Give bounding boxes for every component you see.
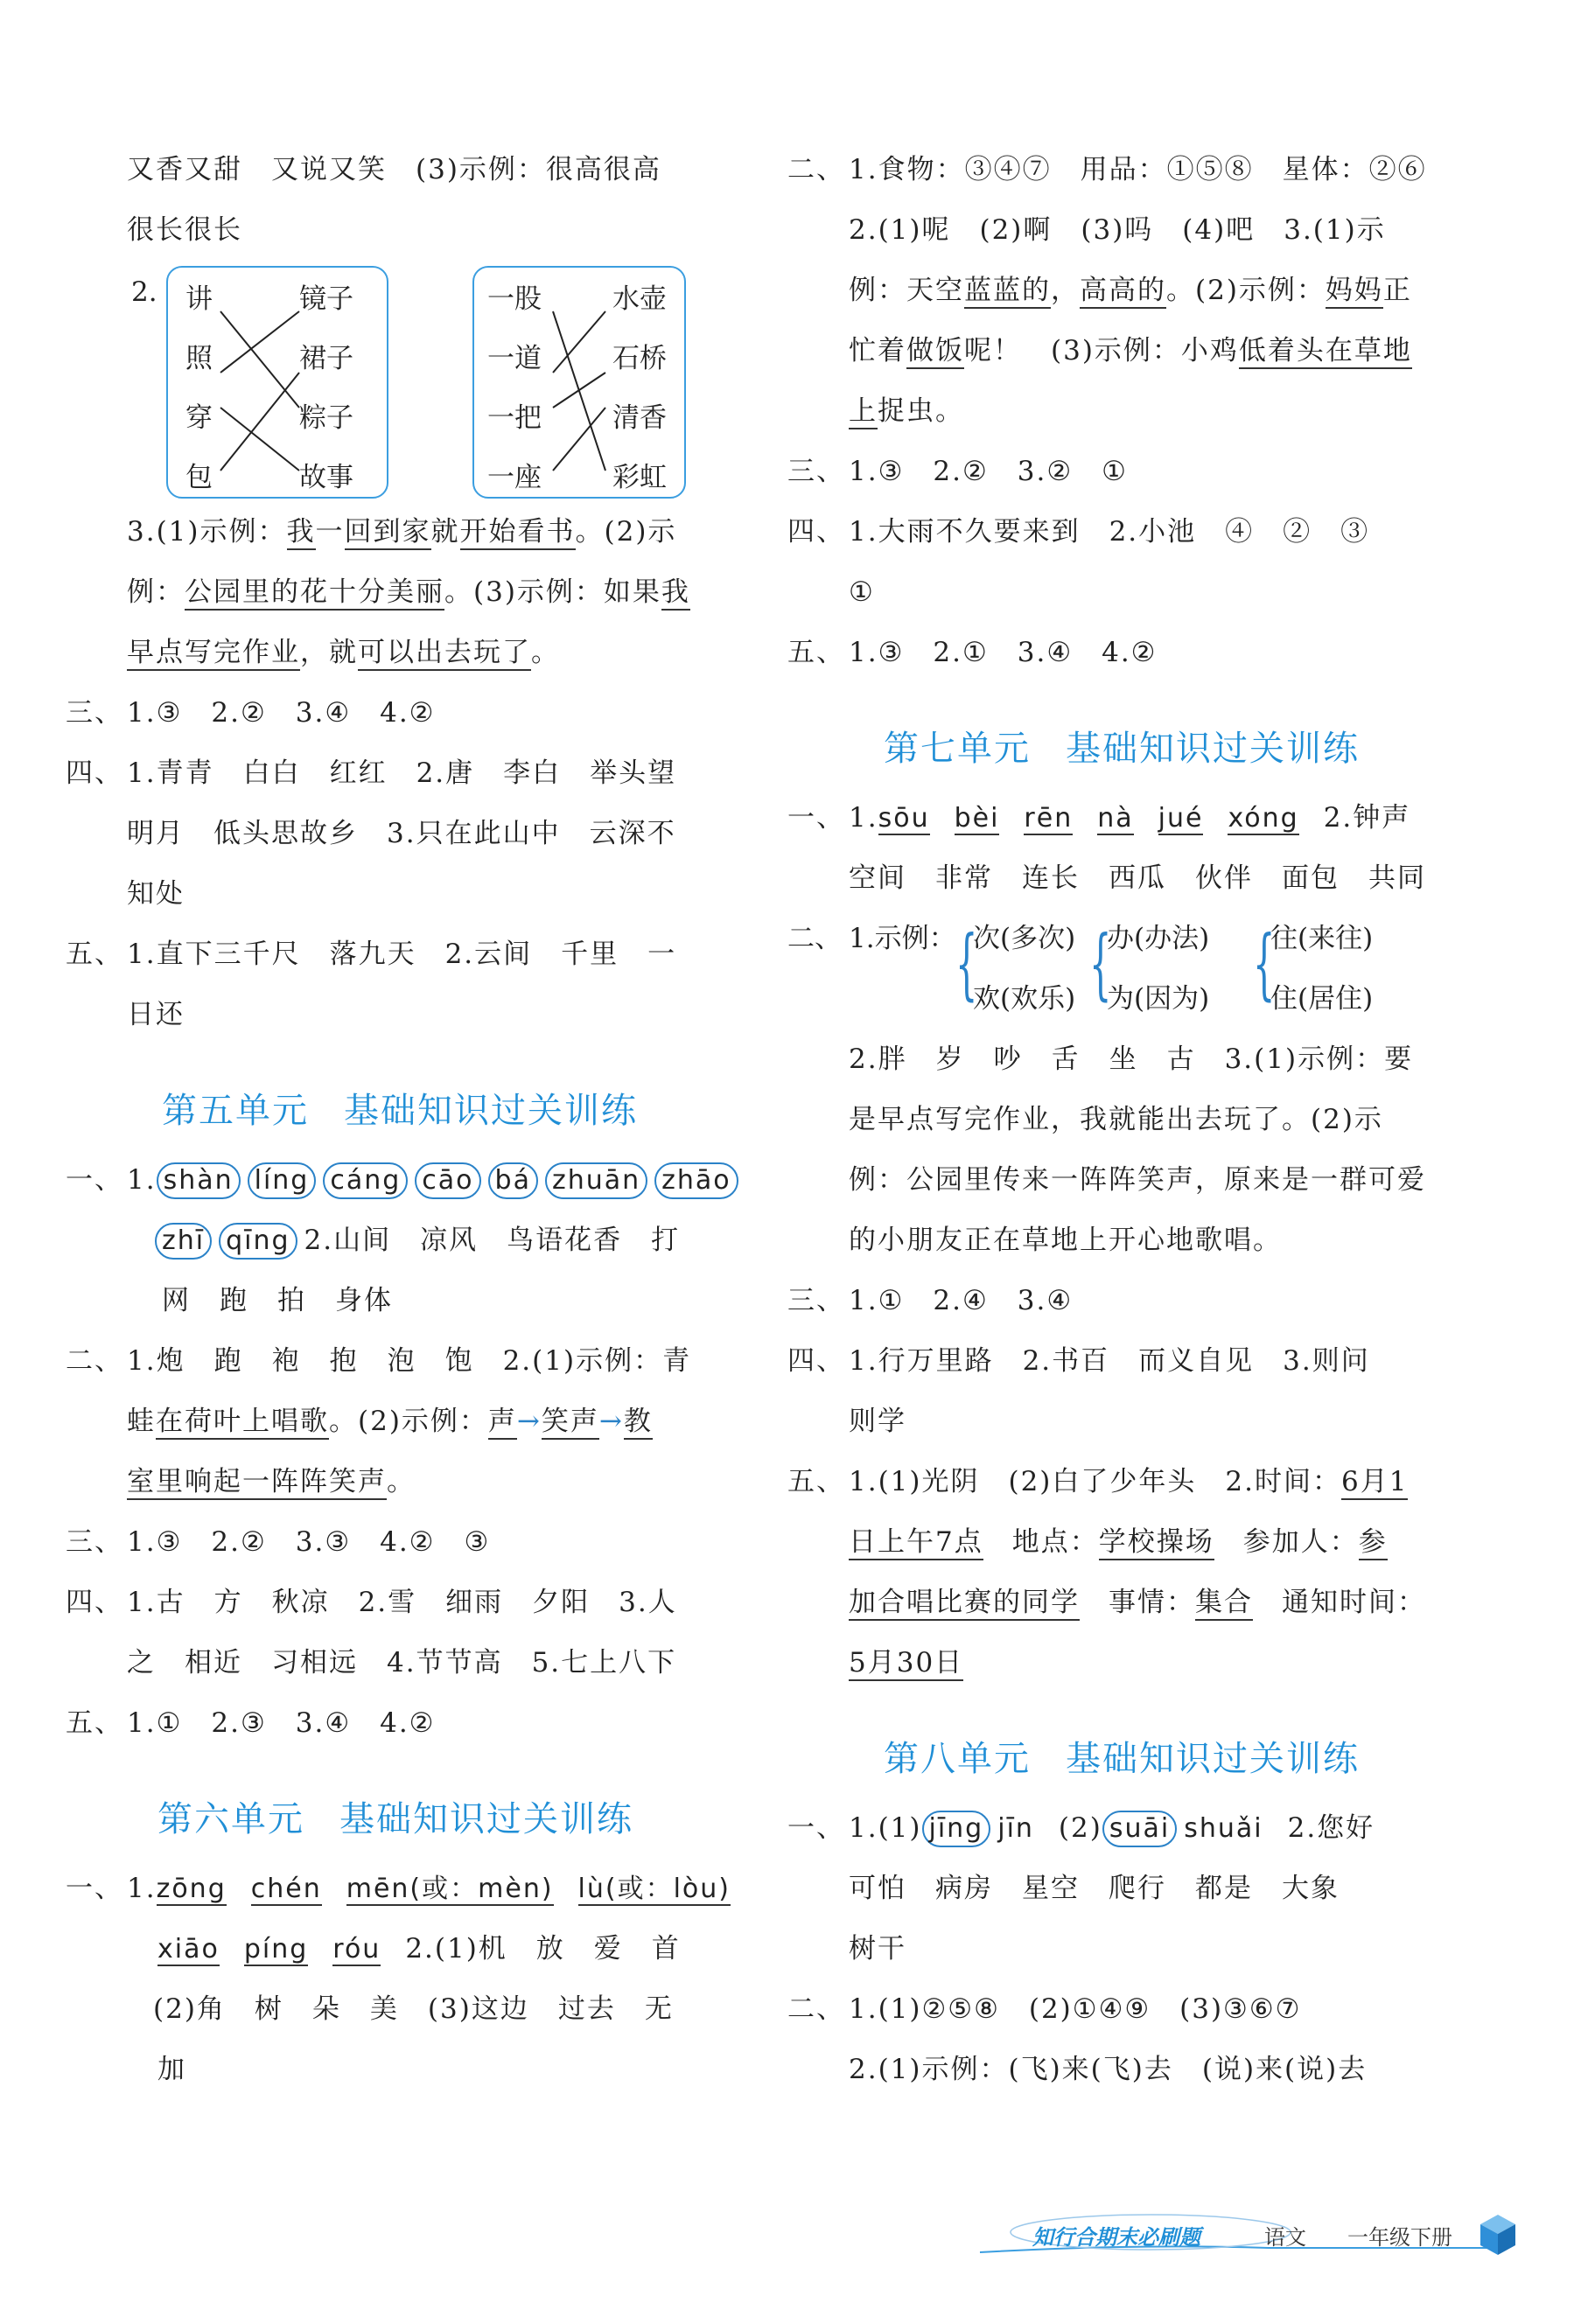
circled-pinyin: zhāo bbox=[654, 1162, 738, 1199]
text-line: 例：天空蓝蓝的，高高的。(2)示例：妈妈正 bbox=[787, 261, 1470, 321]
text-line: 日还 bbox=[127, 999, 185, 1030]
text-line: 加合唱比赛的同学 事情：集合 通知时间： bbox=[787, 1573, 1470, 1633]
text-line: 加 bbox=[157, 2054, 186, 2085]
section-five: 五、 1.直下三千尺 落九天 2.云间 千里 一 bbox=[66, 939, 677, 970]
pinyin-word: rēn bbox=[1024, 803, 1074, 834]
section-two: 二、 1.(1)②⑤⑧ (2)①④⑨ (3)③⑥⑦ bbox=[787, 1993, 1302, 2025]
unit-heading-5: 第五单元 基础知识过关训练 bbox=[162, 1091, 638, 1131]
pinyin-word: nà bbox=[1097, 803, 1134, 834]
unit-heading-8: 第八单元 基础知识过关训练 bbox=[884, 1739, 1360, 1779]
unit-heading-6: 第六单元 基础知识过关训练 bbox=[157, 1799, 633, 1839]
brace-icon: { bbox=[955, 921, 978, 1010]
text-line: 树干 bbox=[849, 1933, 906, 1965]
text-line: 则学 bbox=[849, 1406, 906, 1437]
match-item: 粽子 bbox=[299, 402, 353, 434]
circled-pinyin: suāi bbox=[1102, 1811, 1177, 1847]
section-one: 一、 1. shàn líng cáng cāo bá zhuān zhāo bbox=[66, 1150, 739, 1211]
section-four: 四、 1.古 方 秋凉 2.雪 细雨 夕阳 3.人 bbox=[66, 1587, 677, 1618]
match-item: 照 bbox=[185, 343, 213, 374]
text-line: 3.(1)示例：我一回到家就开始看书。(2)示 bbox=[66, 502, 739, 562]
text-line: 蛙在荷叶上唱歌。(2)示例：声→笑声→教 bbox=[66, 1392, 739, 1452]
left-column bbox=[66, 140, 739, 2100]
cube-icon bbox=[1479, 2213, 1517, 2257]
section-two: 二、 1.炮 跑 袍 抱 泡 饱 2.(1)示例：青 bbox=[66, 1345, 692, 1377]
section-four: 四、 1.行万里路 2.书百 而义自见 3.则问 bbox=[787, 1345, 1370, 1377]
pinyin-word: xóng bbox=[1228, 803, 1299, 834]
text-line: 知处 bbox=[127, 878, 185, 910]
series-title: 知行合期末必刷题 bbox=[1032, 2225, 1200, 2250]
matching-box-1 bbox=[166, 266, 388, 499]
circled-pinyin: zhuān bbox=[545, 1162, 647, 1199]
pinyin-word: bèi bbox=[954, 803, 1000, 834]
match-item: 一把 bbox=[487, 402, 542, 434]
pinyin-word: róu bbox=[332, 1934, 381, 1965]
text-line bbox=[66, 200, 739, 261]
pinyin-word: chén bbox=[250, 1874, 322, 1904]
text-line: 例：公园里传来一阵阵笑声，原来是一群可爱 bbox=[849, 1164, 1426, 1196]
circled-pinyin: bá bbox=[488, 1162, 538, 1199]
pinyin-word: jué bbox=[1158, 803, 1204, 834]
match-item: 彩虹 bbox=[612, 462, 667, 493]
match-item: 石桥 bbox=[612, 343, 667, 374]
answer-text: 很长很长 bbox=[127, 214, 242, 246]
section-three: 三、 1.③ 2.② 3.④ 4.② bbox=[66, 697, 436, 729]
brace-icon: { bbox=[1089, 921, 1112, 1010]
text-line: 2.(1)呢 (2)啊 (3)吗 (4)吧 3.(1)示 bbox=[849, 214, 1386, 246]
unit-heading-7: 第七单元 基础知识过关训练 bbox=[884, 729, 1360, 769]
circled-pinyin: qīng bbox=[219, 1223, 297, 1260]
text-line: 空间 非常 连长 西瓜 伙伴 面包 共同 bbox=[849, 862, 1426, 894]
section-one: 一、 1.sōu bèi rēn nà jué xóng 2.钟声 bbox=[787, 802, 1411, 834]
text-line: 之 相近 习相远 4.节节高 5.七上八下 bbox=[127, 1647, 677, 1678]
text-line: 日上午7点 地点：学校操场 参加人：参 bbox=[787, 1512, 1470, 1573]
text-line: 5月30日 bbox=[787, 1633, 1470, 1693]
text-line: 室里响起一阵阵笑声。 bbox=[66, 1452, 739, 1512]
answer-text: 又香又甜 又说又笑 (3)示例：很高很高 bbox=[127, 154, 661, 185]
pinyin-word: lù(或：lòu) bbox=[577, 1874, 731, 1904]
text-line: 的小朋友正在草地上开心地歌唱。 bbox=[849, 1225, 1282, 1256]
match-item: 讲 bbox=[185, 283, 213, 315]
match-item: 一座 bbox=[487, 462, 542, 493]
text-line: 可怕 病房 星空 爬行 都是 大象 bbox=[849, 1873, 1340, 1904]
page-footer bbox=[962, 2204, 1522, 2265]
text-line: 例：公园里的花十分美丽。(3)示例：如果我 bbox=[66, 562, 739, 623]
match-item: 一道 bbox=[487, 343, 542, 374]
match-item: 穿 bbox=[185, 402, 213, 434]
circled-pinyin: zhī bbox=[155, 1223, 212, 1260]
section-three: 三、 1.③ 2.② 3.② ① bbox=[787, 456, 1128, 487]
text-line: ① bbox=[849, 576, 875, 608]
text-line: 网 跑 拍 身体 bbox=[162, 1285, 393, 1316]
match-item: 水壶 bbox=[612, 283, 667, 315]
section-five: 五、 1.(1)光阴 (2)白了少年头 2.时间：6月1 bbox=[787, 1452, 1470, 1512]
match-item: 清香 bbox=[612, 402, 667, 434]
section-four: 四、 1.大雨不久要来到 2.小池 ④ ② ③ bbox=[787, 516, 1370, 548]
circled-pinyin: shàn bbox=[157, 1162, 241, 1199]
text-line: 早点写完作业，就可以出去玩了。 bbox=[66, 623, 739, 683]
section-three: 三、 1.③ 2.② 3.③ 4.② ③ bbox=[66, 1526, 491, 1558]
text-line: 忙着做饭呢！ (3)示例：小鸡低着头在草地 bbox=[787, 321, 1470, 381]
text-line: 上捉虫。 bbox=[787, 381, 1470, 442]
pinyin-word: mēn(或：mèn) bbox=[346, 1874, 554, 1904]
grade-label: 一年级下册 bbox=[1347, 2225, 1452, 2250]
section-four: 四、 1.青青 白白 红红 2.唐 李白 举头望 bbox=[66, 757, 677, 789]
section-one: 一、 1.zōng chén mēn(或：mèn) lù(或：lòu) bbox=[66, 1873, 731, 1904]
text-line: 明月 低头思故乡 3.只在此山中 云深不 bbox=[127, 818, 676, 849]
question-number: 2. bbox=[131, 276, 157, 308]
circled-pinyin: cáng bbox=[323, 1162, 408, 1199]
pinyin-word: zōng bbox=[156, 1874, 227, 1904]
section-five: 五、 1.③ 2.① 3.④ 4.② bbox=[787, 637, 1158, 668]
text-line: 2.(1)示例：(飞)来(飞)去 (说)来(说)去 bbox=[849, 2054, 1368, 2085]
pinyin-word: píng bbox=[243, 1934, 309, 1965]
text-line bbox=[66, 140, 739, 200]
text-line: 2.胖 岁 吵 舌 坐 古 3.(1)示例：要 bbox=[849, 1043, 1414, 1075]
circled-pinyin: cāo bbox=[415, 1162, 480, 1199]
match-item: 裙子 bbox=[299, 343, 353, 374]
match-item: 镜子 bbox=[299, 283, 353, 315]
match-item: 包 bbox=[185, 462, 213, 493]
subject-label: 语文 bbox=[1264, 2225, 1306, 2250]
text-line: xiāo píng róu 2.(1)机 放 爱 首 bbox=[157, 1933, 681, 1965]
circled-pinyin: líng bbox=[248, 1162, 317, 1199]
text-line: 是早点写完作业，我就能出去玩了。(2)示 bbox=[849, 1104, 1383, 1135]
pinyin-word: xiāo bbox=[157, 1934, 220, 1965]
section-one: 一、 1.(1) jīng jīn (2) suāi shuǎi 2.您好 bbox=[787, 1798, 1470, 1859]
match-item: 故事 bbox=[299, 462, 353, 493]
match-item: 一股 bbox=[487, 283, 542, 315]
section-three: 三、 1.① 2.④ 3.④ bbox=[787, 1285, 1074, 1316]
brace-group: 二、 1.示例： { 次(多次) 欢(欢乐) { 办(办法) 为(因为) { 往(来往) 住(居住) bbox=[787, 921, 1374, 1015]
pinyin-word: sōu bbox=[878, 803, 930, 834]
matching-box-2 bbox=[472, 266, 686, 499]
section-two: 二、 1.食物：③④⑦ 用品：①⑤⑧ 星体：②⑥ bbox=[787, 154, 1427, 185]
brace-icon: { bbox=[1253, 921, 1276, 1010]
section-five: 五、 1.① 2.③ 3.④ 4.② bbox=[66, 1707, 436, 1739]
text-line: zhī qīng 2.山间 凉风 鸟语花香 打 bbox=[66, 1211, 739, 1271]
circled-pinyin: jīng bbox=[922, 1811, 991, 1847]
matching-exercise bbox=[66, 261, 739, 502]
text-line: (2)角 树 朵 美 (3)这边 过去 无 bbox=[153, 1993, 674, 2025]
right-column bbox=[787, 140, 1470, 2100]
